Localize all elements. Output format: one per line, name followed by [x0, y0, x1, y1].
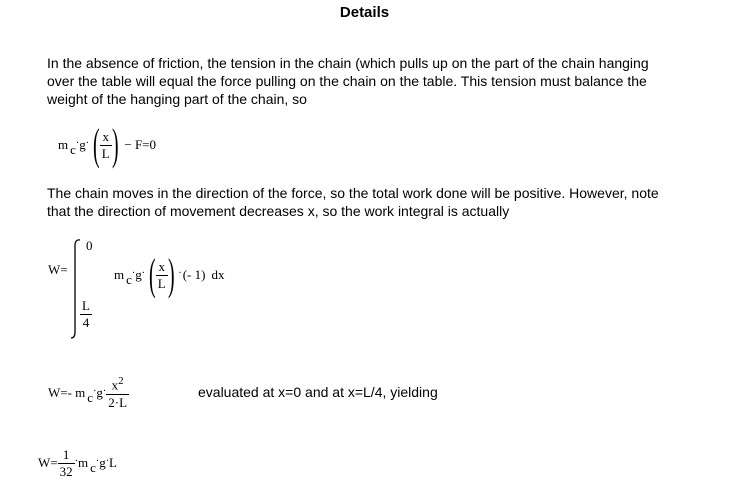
denominator: 2·L: [108, 394, 128, 410]
text-fragment: and at: [301, 384, 348, 400]
eq-lhs: W=: [48, 262, 68, 277]
eq-rest: − F=0: [124, 137, 157, 152]
eq-dot: ·: [93, 385, 97, 397]
paragraph-intro: [47, 54, 717, 108]
eq-dot: ·: [85, 137, 90, 149]
text-line: The chain moves in the direction of the force, so the total work done will be positive. However, note: [47, 185, 659, 201]
numerator: [106, 375, 129, 393]
integral-lower-limit: [80, 298, 92, 331]
eq-symbol: L: [109, 455, 117, 470]
evaluation-note: [198, 384, 438, 400]
text-line: that the direction of movement decreases x, so the work integral is actually: [47, 203, 510, 219]
integral-upper-limit: 0: [86, 238, 93, 253]
text-fragment: evaluated at: [198, 384, 279, 400]
text-fragment: x=0: [278, 384, 302, 400]
eq-dot: ·: [74, 455, 78, 467]
eq-lhs: W=: [38, 455, 58, 470]
eq-subscript: c: [90, 460, 96, 475]
fraction: [156, 259, 168, 292]
eq-dot: ·: [105, 455, 110, 467]
exponent: 2: [118, 375, 124, 388]
eq-symbol: g: [135, 267, 142, 282]
numerator: x: [158, 258, 165, 274]
eq-symbol: g: [96, 385, 103, 400]
equation-tension: [58, 120, 156, 170]
text-line: In the absence of friction, the tension in the chain (which pulls up on the part of the chain hanging: [47, 55, 649, 71]
text-line: weight of the hanging part of the chain, so: [47, 91, 307, 107]
integrand: [114, 250, 224, 300]
numerator-base: x: [111, 377, 119, 393]
denominator: 4: [80, 314, 92, 331]
fraction: [100, 129, 112, 162]
eq-dot: ·: [131, 267, 136, 279]
denominator: L: [157, 275, 166, 291]
equation-result: [38, 440, 117, 486]
eq-dot: ·: [95, 455, 100, 467]
eq-differential: dx: [211, 267, 225, 282]
equation-integral: [48, 238, 308, 342]
eq-subscript: c: [126, 272, 132, 287]
eq-symbol: g: [99, 455, 106, 470]
fraction: [106, 375, 129, 410]
text-fragment: x=L/4: [347, 384, 383, 400]
eq-lhs: W=- m: [48, 385, 86, 400]
left-paren: (: [149, 250, 156, 299]
denominator: 32: [59, 463, 73, 479]
numerator: x: [102, 128, 109, 144]
eq-subscript: c: [70, 142, 76, 157]
fraction: [58, 447, 75, 480]
left-paren: (: [93, 120, 100, 169]
page-title: Details: [339, 4, 390, 21]
eq-subscript: c: [87, 390, 94, 405]
eq-symbol: g: [79, 137, 86, 152]
denominator: L: [101, 145, 110, 161]
eq-dot: ·: [178, 267, 182, 279]
equation-antiderivative: [48, 368, 129, 418]
eq-symbol: m: [58, 137, 69, 152]
eq-factor: (- 1): [182, 267, 206, 282]
paragraph-work: [47, 184, 717, 220]
right-paren: ): [167, 250, 175, 299]
numerator: L: [82, 298, 90, 313]
right-paren: ): [111, 120, 119, 169]
text-line: over the table will equal the force pulling on the chain on the table. This tension must balance the: [47, 73, 647, 89]
text-fragment: , yielding: [382, 384, 438, 400]
eq-dot: ·: [141, 267, 146, 279]
eq-symbol: m: [114, 267, 125, 282]
eq-dot: ·: [102, 385, 107, 397]
eq-symbol: m: [77, 455, 89, 470]
numerator: 1: [62, 446, 70, 462]
eq-dot: ·: [75, 137, 80, 149]
